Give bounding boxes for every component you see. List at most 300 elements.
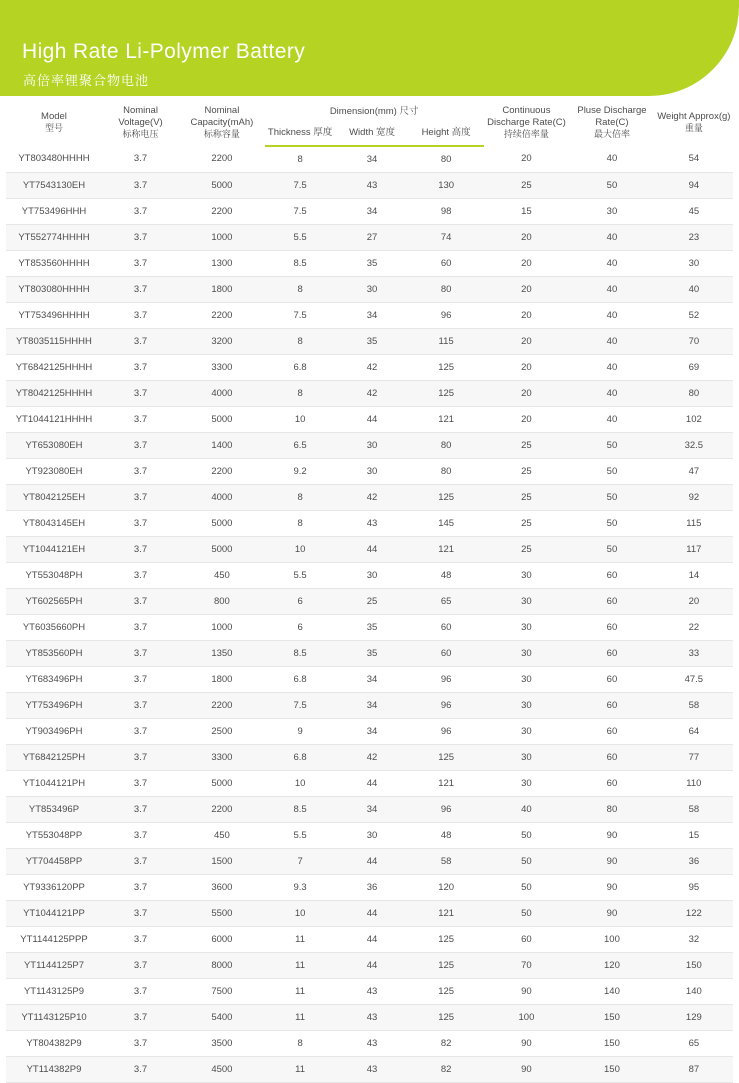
cell-continuous-discharge: 20 [484,328,570,354]
cell-pulse-discharge: 60 [569,744,655,770]
table-row [6,614,733,640]
cell-thickness: 8.5 [265,796,336,822]
cell-width: 30 [336,432,409,458]
cell-weight: 92 [655,484,733,510]
cell-nominal-capacity: 5000 [179,770,265,796]
table-row [6,1056,733,1082]
cell-model: YT552774HHHH [6,224,102,250]
cell-pulse-discharge: 40 [569,224,655,250]
cell-thickness: 11 [265,926,336,952]
cell-model: YT753496PH [6,692,102,718]
cell-height: 125 [409,744,484,770]
cell-continuous-discharge: 15 [484,198,570,224]
cell-nominal-capacity: 4500 [179,1056,265,1082]
header-nominal-capacity-en: Nominal Capacity(mAh) [190,105,254,128]
cell-height: 96 [409,302,484,328]
cell-nominal-capacity: 3300 [179,354,265,380]
cell-continuous-discharge: 20 [484,406,570,432]
cell-pulse-discharge: 40 [569,302,655,328]
cell-pulse-discharge: 50 [569,484,655,510]
cell-thickness: 5.5 [265,562,336,588]
cell-thickness: 7.5 [265,302,336,328]
cell-nominal-capacity: 450 [179,562,265,588]
cell-thickness: 8 [265,1030,336,1056]
cell-continuous-discharge: 40 [484,796,570,822]
header-pulse-discharge [569,100,655,146]
cell-nominal-voltage: 3.7 [102,328,179,354]
cell-weight: 95 [655,874,733,900]
cell-pulse-discharge: 150 [569,1056,655,1082]
cell-pulse-discharge: 40 [569,380,655,406]
cell-height: 115 [409,328,484,354]
cell-width: 42 [336,484,409,510]
header-nominal-capacity-cn: 标称容量 [203,128,240,139]
cell-width: 44 [336,952,409,978]
table-row [6,224,733,250]
cell-nominal-capacity: 800 [179,588,265,614]
cell-nominal-capacity: 6000 [179,926,265,952]
cell-nominal-voltage: 3.7 [102,250,179,276]
cell-width: 43 [336,1030,409,1056]
cell-nominal-capacity: 5400 [179,1004,265,1030]
cell-height: 121 [409,406,484,432]
cell-continuous-discharge: 25 [484,484,570,510]
cell-width: 30 [336,276,409,302]
cell-height: 96 [409,718,484,744]
cell-nominal-voltage: 3.7 [102,796,179,822]
cell-nominal-voltage: 3.7 [102,848,179,874]
cell-pulse-discharge: 100 [569,926,655,952]
table-row [6,978,733,1004]
table-row [6,484,733,510]
table-row [6,848,733,874]
header-thickness: Thickness 厚度 [265,121,336,145]
cell-model: YT8042125EH [6,484,102,510]
cell-weight: 54 [655,146,733,173]
cell-height: 80 [409,276,484,302]
cell-nominal-voltage: 3.7 [102,406,179,432]
table-row [6,406,733,432]
cell-weight: 33 [655,640,733,666]
cell-model: YT1144125P7 [6,952,102,978]
header-nominal-voltage [102,100,179,146]
cell-weight: 64 [655,718,733,744]
cell-pulse-discharge: 40 [569,328,655,354]
cell-weight: 87 [655,1056,733,1082]
cell-nominal-voltage: 3.7 [102,744,179,770]
header-pulse-discharge-en: Pluse Discharge Rate(C) [577,105,647,128]
cell-width: 30 [336,562,409,588]
cell-nominal-voltage: 3.7 [102,1004,179,1030]
cell-thickness: 5.5 [265,224,336,250]
table-row [6,250,733,276]
cell-width: 44 [336,536,409,562]
cell-nominal-capacity: 2500 [179,718,265,744]
cell-height: 80 [409,432,484,458]
cell-continuous-discharge: 30 [484,692,570,718]
cell-nominal-voltage: 3.7 [102,172,179,198]
table-row [6,172,733,198]
cell-weight: 102 [655,406,733,432]
cell-weight: 140 [655,978,733,1004]
table-row [6,458,733,484]
cell-continuous-discharge: 30 [484,744,570,770]
cell-weight: 20 [655,588,733,614]
cell-height: 82 [409,1030,484,1056]
cell-thickness: 7.5 [265,172,336,198]
cell-pulse-discharge: 50 [569,432,655,458]
cell-weight: 22 [655,614,733,640]
cell-thickness: 7.5 [265,198,336,224]
cell-weight: 47 [655,458,733,484]
header-weight [655,100,733,146]
cell-height: 121 [409,770,484,796]
cell-width: 43 [336,978,409,1004]
cell-thickness: 10 [265,406,336,432]
cell-continuous-discharge: 30 [484,562,570,588]
header-continuous-discharge [484,100,570,146]
table-row [6,380,733,406]
cell-continuous-discharge: 25 [484,536,570,562]
cell-nominal-capacity: 5500 [179,900,265,926]
page-title: High Rate Li-Polymer Battery [22,40,306,63]
cell-nominal-capacity: 1350 [179,640,265,666]
cell-height: 96 [409,666,484,692]
table-row [6,900,733,926]
cell-width: 43 [336,1004,409,1030]
cell-height: 48 [409,822,484,848]
table-row [6,588,733,614]
cell-continuous-discharge: 25 [484,510,570,536]
cell-width: 42 [336,380,409,406]
cell-height: 125 [409,354,484,380]
cell-width: 43 [336,172,409,198]
header-nominal-voltage-cn: 标称电压 [122,128,159,139]
cell-model: YT853560HHHH [6,250,102,276]
header-dimension-group: Dimension(mm) 尺寸 [329,105,419,117]
header-weight-en: Weight Approx(g) [657,110,731,122]
cell-height: 98 [409,198,484,224]
cell-continuous-discharge: 30 [484,718,570,744]
table-row [6,796,733,822]
cell-width: 35 [336,328,409,354]
cell-pulse-discharge: 60 [569,562,655,588]
cell-continuous-discharge: 25 [484,172,570,198]
cell-weight: 77 [655,744,733,770]
cell-model: YT653080EH [6,432,102,458]
cell-continuous-discharge: 20 [484,250,570,276]
cell-nominal-voltage: 3.7 [102,718,179,744]
cell-pulse-discharge: 140 [569,978,655,1004]
cell-model: YT803080HHHH [6,276,102,302]
cell-nominal-capacity: 2200 [179,146,265,173]
cell-height: 96 [409,692,484,718]
table-row [6,354,733,380]
cell-model: YT803480HHHH [6,146,102,173]
cell-model: YT853496P [6,796,102,822]
cell-model: YT853560PH [6,640,102,666]
cell-weight: 52 [655,302,733,328]
cell-nominal-capacity: 1400 [179,432,265,458]
table-row [6,432,733,458]
cell-nominal-voltage: 3.7 [102,276,179,302]
cell-pulse-discharge: 90 [569,900,655,926]
cell-thickness: 8 [265,380,336,406]
cell-height: 82 [409,1056,484,1082]
cell-model: YT114382P9 [6,1056,102,1082]
cell-pulse-discharge: 120 [569,952,655,978]
table-row [6,276,733,302]
cell-weight: 58 [655,692,733,718]
cell-height: 48 [409,562,484,588]
cell-pulse-discharge: 50 [569,536,655,562]
cell-height: 96 [409,796,484,822]
header-nominal-voltage-en: Nominal Voltage(V) [118,105,163,128]
cell-pulse-discharge: 60 [569,640,655,666]
cell-nominal-capacity: 2200 [179,302,265,328]
cell-width: 34 [336,146,409,173]
cell-nominal-capacity: 7500 [179,978,265,1004]
cell-pulse-discharge: 150 [569,1030,655,1056]
cell-thickness: 8 [265,328,336,354]
cell-width: 44 [336,406,409,432]
cell-nominal-capacity: 1000 [179,224,265,250]
cell-model: YT8042125HHHH [6,380,102,406]
cell-model: YT1144125PPP [6,926,102,952]
header-pulse-discharge-cn: 最大倍率 [593,128,630,139]
cell-width: 44 [336,900,409,926]
cell-weight: 32 [655,926,733,952]
header-model-en: Model [41,110,67,122]
cell-thickness: 10 [265,770,336,796]
cell-width: 30 [336,822,409,848]
cell-model: YT1143125P10 [6,1004,102,1030]
cell-nominal-capacity: 3600 [179,874,265,900]
cell-nominal-voltage: 3.7 [102,926,179,952]
cell-nominal-capacity: 2200 [179,458,265,484]
cell-pulse-discharge: 40 [569,146,655,173]
header-nominal-capacity [179,100,265,146]
cell-pulse-discharge: 60 [569,718,655,744]
cell-continuous-discharge: 100 [484,1004,570,1030]
cell-continuous-discharge: 70 [484,952,570,978]
cell-height: 60 [409,640,484,666]
cell-continuous-discharge: 30 [484,770,570,796]
cell-height: 125 [409,484,484,510]
cell-width: 44 [336,926,409,952]
cell-width: 30 [336,458,409,484]
cell-continuous-discharge: 50 [484,874,570,900]
cell-pulse-discharge: 30 [569,198,655,224]
cell-continuous-discharge: 50 [484,822,570,848]
cell-continuous-discharge: 20 [484,146,570,173]
cell-thickness: 6 [265,614,336,640]
cell-nominal-voltage: 3.7 [102,510,179,536]
cell-nominal-voltage: 3.7 [102,666,179,692]
cell-continuous-discharge: 20 [484,380,570,406]
cell-pulse-discharge: 60 [569,614,655,640]
cell-width: 43 [336,1056,409,1082]
cell-pulse-discharge: 40 [569,406,655,432]
cell-weight: 94 [655,172,733,198]
cell-nominal-voltage: 3.7 [102,1030,179,1056]
cell-pulse-discharge: 50 [569,172,655,198]
cell-width: 34 [336,692,409,718]
cell-height: 125 [409,1004,484,1030]
cell-pulse-discharge: 40 [569,250,655,276]
cell-model: YT804382P9 [6,1030,102,1056]
cell-thickness: 8.5 [265,250,336,276]
cell-continuous-discharge: 60 [484,926,570,952]
cell-thickness: 8.5 [265,640,336,666]
cell-pulse-discharge: 60 [569,770,655,796]
cell-pulse-discharge: 40 [569,276,655,302]
cell-thickness: 9 [265,718,336,744]
header-model-cn: 型号 [44,122,63,133]
cell-model: YT8035115HHHH [6,328,102,354]
cell-weight: 80 [655,380,733,406]
cell-model: YT6035660PH [6,614,102,640]
cell-weight: 23 [655,224,733,250]
cell-height: 80 [409,146,484,173]
cell-pulse-discharge: 150 [569,1004,655,1030]
cell-nominal-voltage: 3.7 [102,1056,179,1082]
cell-height: 125 [409,952,484,978]
header-height: Height 高度 [409,121,484,145]
cell-nominal-voltage: 3.7 [102,874,179,900]
cell-model: YT9336120PP [6,874,102,900]
cell-nominal-voltage: 3.7 [102,770,179,796]
cell-height: 74 [409,224,484,250]
table-row [6,744,733,770]
cell-nominal-capacity: 1800 [179,276,265,302]
cell-thickness: 8 [265,510,336,536]
cell-model: YT753496HHH [6,198,102,224]
cell-thickness: 11 [265,952,336,978]
table-row [6,146,733,173]
cell-width: 44 [336,770,409,796]
cell-continuous-discharge: 20 [484,302,570,328]
cell-pulse-discharge: 40 [569,354,655,380]
table-row [6,198,733,224]
cell-thickness: 6 [265,588,336,614]
table-row [6,510,733,536]
cell-thickness: 6.8 [265,354,336,380]
cell-nominal-voltage: 3.7 [102,562,179,588]
cell-nominal-capacity: 5000 [179,172,265,198]
cell-nominal-capacity: 1000 [179,614,265,640]
table-row [6,640,733,666]
cell-height: 121 [409,900,484,926]
cell-model: YT1143125P9 [6,978,102,1004]
cell-width: 35 [336,640,409,666]
cell-nominal-capacity: 8000 [179,952,265,978]
header-width: Width 宽度 [336,121,409,145]
cell-model: YT753496HHHH [6,302,102,328]
cell-weight: 150 [655,952,733,978]
cell-pulse-discharge: 60 [569,666,655,692]
cell-continuous-discharge: 30 [484,614,570,640]
cell-width: 34 [336,302,409,328]
cell-pulse-discharge: 90 [569,822,655,848]
spec-table [6,100,733,1083]
cell-width: 35 [336,614,409,640]
cell-height: 60 [409,614,484,640]
cell-continuous-discharge: 30 [484,666,570,692]
cell-nominal-capacity: 4000 [179,484,265,510]
cell-nominal-voltage: 3.7 [102,484,179,510]
cell-pulse-discharge: 90 [569,874,655,900]
cell-model: YT602565PH [6,588,102,614]
cell-width: 34 [336,718,409,744]
table-row [6,692,733,718]
table-row [6,874,733,900]
cell-continuous-discharge: 50 [484,848,570,874]
cell-weight: 115 [655,510,733,536]
cell-model: YT683496PH [6,666,102,692]
cell-height: 60 [409,250,484,276]
table-row [6,952,733,978]
cell-continuous-discharge: 20 [484,224,570,250]
header-continuous-discharge-en: Continuous Discharge Rate(C) [487,105,566,128]
cell-weight: 40 [655,276,733,302]
cell-width: 44 [336,848,409,874]
cell-nominal-voltage: 3.7 [102,198,179,224]
cell-nominal-capacity: 4000 [179,380,265,406]
cell-model: YT1044121PH [6,770,102,796]
cell-model: YT7543130EH [6,172,102,198]
cell-height: 121 [409,536,484,562]
cell-nominal-capacity: 2200 [179,796,265,822]
header-model [6,100,102,146]
table-row [6,302,733,328]
cell-thickness: 6.5 [265,432,336,458]
cell-nominal-voltage: 3.7 [102,588,179,614]
cell-weight: 36 [655,848,733,874]
cell-continuous-discharge: 90 [484,1056,570,1082]
cell-weight: 30 [655,250,733,276]
cell-nominal-voltage: 3.7 [102,900,179,926]
cell-nominal-voltage: 3.7 [102,432,179,458]
cell-width: 34 [336,666,409,692]
cell-model: YT1044121HHHH [6,406,102,432]
cell-weight: 69 [655,354,733,380]
cell-continuous-discharge: 25 [484,458,570,484]
cell-height: 58 [409,848,484,874]
cell-weight: 70 [655,328,733,354]
cell-continuous-discharge: 20 [484,276,570,302]
cell-height: 65 [409,588,484,614]
cell-nominal-voltage: 3.7 [102,536,179,562]
cell-nominal-voltage: 3.7 [102,354,179,380]
cell-continuous-discharge: 50 [484,900,570,926]
cell-nominal-voltage: 3.7 [102,614,179,640]
table-row [6,770,733,796]
cell-thickness: 7 [265,848,336,874]
cell-height: 125 [409,926,484,952]
cell-continuous-discharge: 90 [484,1030,570,1056]
table-row [6,562,733,588]
cell-height: 145 [409,510,484,536]
cell-height: 120 [409,874,484,900]
cell-weight: 32.5 [655,432,733,458]
cell-thickness: 6.8 [265,744,336,770]
cell-continuous-discharge: 90 [484,978,570,1004]
table-row [6,926,733,952]
cell-weight: 122 [655,900,733,926]
cell-thickness: 9.3 [265,874,336,900]
cell-thickness: 9.2 [265,458,336,484]
